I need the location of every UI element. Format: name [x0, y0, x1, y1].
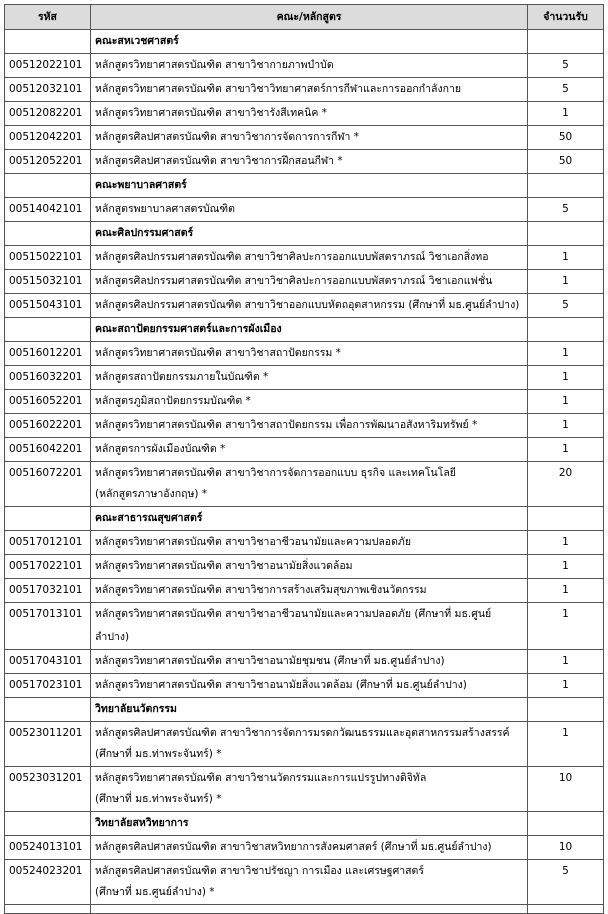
program-name-cell	[91, 531, 528, 555]
quota-value: 1	[528, 674, 604, 698]
quota-value: 1	[528, 531, 604, 555]
program-name: หลักสูตรศิลปศาสตรบัณฑิต สาขาวิชาการฝึกสอนกีฬา *	[95, 155, 343, 167]
faculty-code-cell	[5, 30, 91, 54]
table-row	[5, 294, 604, 318]
program-name: หลักสูตรศิลปกรรมศาสตรบัณฑิต สาขาวิชาศิลปะการออกแบบพัสตราภรณ์ วิชาเอกแฟชั่น	[95, 275, 493, 287]
filler-cell	[528, 905, 604, 914]
program-code: 00516012201	[5, 342, 91, 366]
program-name-cell	[91, 414, 528, 438]
program-code: 00523031201	[5, 767, 91, 812]
program-name: หลักสูตรพยาบาลศาสตรบัณฑิต	[95, 203, 235, 215]
header-code: รหัส	[5, 5, 91, 30]
program-name-cell	[91, 438, 528, 462]
program-name: หลักสูตรศิลปกรรมศาสตรบัณฑิต สาขาวิชาออกแบบหัตถอุตสาหกรรม (ศึกษาที่ มธ.ศูนย์ลำปาง)	[95, 299, 520, 311]
program-name-cell	[91, 555, 528, 579]
table-row	[5, 342, 604, 366]
faculty-row	[5, 698, 604, 722]
faculty-code-cell	[5, 812, 91, 836]
program-name-cell	[91, 366, 528, 390]
program-name-cell	[91, 78, 528, 102]
program-code: 00517013101	[5, 603, 91, 650]
program-code: 00524023201	[5, 860, 91, 905]
faculty-row	[5, 30, 604, 54]
table-row	[5, 126, 604, 150]
program-code: 00512052201	[5, 150, 91, 174]
faculty-code-cell	[5, 222, 91, 246]
quota-value: 1	[528, 270, 604, 294]
program-name: หลักสูตรวิทยาศาสตรบัณฑิต สาขาวิชาอนามัยสิ่งแวดล้อม	[95, 560, 353, 572]
table-row	[5, 860, 604, 905]
faculty-quota-cell	[528, 174, 604, 198]
program-name-cell	[91, 246, 528, 270]
quota-value: 50	[528, 150, 604, 174]
quota-value: 20	[528, 462, 604, 507]
table-row	[5, 650, 604, 674]
program-name: หลักสูตรสถาปัตยกรรมภายในบัณฑิต *	[95, 371, 269, 383]
faculty-code-cell	[5, 174, 91, 198]
program-name: หลักสูตรวิทยาศาสตรบัณฑิต สาขาวิชาการจัดการออกแบบ ธุรกิจ และเทคโนโลยี	[95, 467, 456, 479]
program-name-cell	[91, 342, 528, 366]
header-quota: จำนวนรับ	[528, 5, 604, 30]
program-name: หลักสูตรวิทยาศาสตรบัณฑิต สาขาวิชากายภาพบำบัด	[95, 59, 334, 71]
program-name-cell	[91, 150, 528, 174]
quota-value: 1	[528, 342, 604, 366]
program-code: 00515043101	[5, 294, 91, 318]
program-name: หลักสูตรวิทยาศาสตรบัณฑิต สาขาวิชาอาชีวอนามัยและความปลอดภัย (ศึกษาที่ มธ.ศูนย์ลำปาง)	[95, 608, 492, 643]
program-name: หลักสูตรการผังเมืองบัณฑิต *	[95, 443, 226, 455]
program-name-cell	[91, 270, 528, 294]
faculty-row	[5, 812, 604, 836]
program-name-cell	[91, 198, 528, 222]
faculty-quota-cell	[528, 507, 604, 531]
table-row	[5, 555, 604, 579]
program-code: 00512082201	[5, 102, 91, 126]
program-name: หลักสูตรวิทยาศาสตรบัณฑิต สาขาวิชาการสร้างเสริมสุขภาพเชิงนวัตกรรม	[95, 584, 427, 596]
faculty-name: วิทยาลัยสหวิทยาการ	[91, 812, 528, 836]
program-name: หลักสูตรศิลปศาสตรบัณฑิต สาขาวิชาการจัดการการกีฬา *	[95, 131, 360, 143]
program-name-continued: (ศึกษาที่ มธ.ท่าพระจันทร์) *	[95, 748, 222, 760]
program-code: 00516032201	[5, 366, 91, 390]
program-name-cell	[91, 102, 528, 126]
program-name: หลักสูตรวิทยาศาสตรบัณฑิต สาขาวิชาอนามัยสิ่งแวดล้อม (ศึกษาที่ มธ.ศูนย์ลำปาง)	[95, 679, 467, 691]
table-row	[5, 438, 604, 462]
program-name-cell	[91, 767, 528, 812]
faculty-row	[5, 174, 604, 198]
filler-cell	[91, 905, 528, 914]
quota-value: 10	[528, 767, 604, 812]
program-name-continued: (ศึกษาที่ มธ.ท่าพระจันทร์) *	[95, 793, 222, 805]
program-code: 00515032101	[5, 270, 91, 294]
quota-value: 1	[528, 102, 604, 126]
program-name-cell	[91, 294, 528, 318]
table-row	[5, 414, 604, 438]
program-name-cell	[91, 126, 528, 150]
table-row	[5, 579, 604, 603]
table-row	[5, 674, 604, 698]
faculty-name: คณะสถาปัตยกรรมศาสตร์และการผังเมือง	[91, 318, 528, 342]
quota-value: 1	[528, 579, 604, 603]
program-code: 00516052201	[5, 390, 91, 414]
program-code: 00516042201	[5, 438, 91, 462]
faculty-name: คณะพยาบาลศาสตร์	[91, 174, 528, 198]
table-row	[5, 78, 604, 102]
table-row	[5, 198, 604, 222]
quota-value: 5	[528, 78, 604, 102]
quota-value: 50	[528, 126, 604, 150]
program-name: หลักสูตรศิลปศาสตรบัณฑิต สาขาวิชาการจัดการมรดกวัฒนธรรมและอุตสาหกรรมสร้างสรรค์	[95, 727, 510, 739]
faculty-name: คณะศิลปกรรมศาสตร์	[91, 222, 528, 246]
program-code: 00517043101	[5, 650, 91, 674]
program-name-cell	[91, 674, 528, 698]
program-code: 00512022101	[5, 54, 91, 78]
faculty-row	[5, 507, 604, 531]
faculty-quota-cell	[528, 812, 604, 836]
program-name-cell	[91, 860, 528, 905]
program-code: 00514042101	[5, 198, 91, 222]
program-code: 00517022101	[5, 555, 91, 579]
program-name: หลักสูตรวิทยาศาสตรบัณฑิต สาขาวิชาสถาปัตยกรรม *	[95, 347, 341, 359]
faculty-name: คณะสาธารณสุขศาสตร์	[91, 507, 528, 531]
table-row	[5, 462, 604, 507]
program-code: 00516072201	[5, 462, 91, 507]
faculty-quota-cell	[528, 30, 604, 54]
faculty-row	[5, 222, 604, 246]
table-row	[5, 531, 604, 555]
quota-value: 5	[528, 860, 604, 905]
quota-value: 1	[528, 722, 604, 767]
table-row	[5, 836, 604, 860]
program-code: 00524013101	[5, 836, 91, 860]
program-name: หลักสูตรวิทยาศาสตรบัณฑิต สาขาวิชารังสีเทคนิค *	[95, 107, 327, 119]
program-name: หลักสูตรวิทยาศาสตรบัณฑิต สาขาวิชาวิทยาศาสตร์การกีฬาและการออกกำลังกาย	[95, 83, 461, 95]
table-row	[5, 722, 604, 767]
table-row	[5, 767, 604, 812]
quota-value: 1	[528, 246, 604, 270]
program-name: หลักสูตรศิลปศาสตรบัณฑิต สาขาวิชาปรัชญา การเมือง และเศรษฐศาสตร์	[95, 865, 425, 877]
program-name: หลักสูตรวิทยาศาสตรบัณฑิต สาขาวิชาอนามัยชุมชน (ศึกษาที่ มธ.ศูนย์ลำปาง)	[95, 655, 445, 667]
quota-value: 5	[528, 198, 604, 222]
program-name-cell	[91, 722, 528, 767]
program-code: 00512032101	[5, 78, 91, 102]
program-name-cell	[91, 836, 528, 860]
program-name-cell	[91, 579, 528, 603]
faculty-quota-cell	[528, 698, 604, 722]
table-row	[5, 366, 604, 390]
program-code: 00515022101	[5, 246, 91, 270]
program-code: 00517032101	[5, 579, 91, 603]
program-name: หลักสูตรภูมิสถาปัตยกรรมบัณฑิต *	[95, 395, 251, 407]
filler-cell	[5, 905, 91, 914]
header-program: คณะ/หลักสูตร	[91, 5, 528, 30]
table-body	[5, 30, 604, 914]
table-row	[5, 150, 604, 174]
faculty-code-cell	[5, 507, 91, 531]
program-name-cell	[91, 650, 528, 674]
program-code: 00517012101	[5, 531, 91, 555]
quota-value: 1	[528, 438, 604, 462]
table-row	[5, 246, 604, 270]
quota-value: 5	[528, 54, 604, 78]
admission-quota-table	[4, 4, 604, 914]
program-code: 00517023101	[5, 674, 91, 698]
quota-value: 1	[528, 390, 604, 414]
program-name: หลักสูตรศิลปศาสตรบัณฑิต สาขาวิชาสหวิทยาการสังคมศาสตร์ (ศึกษาที่ มธ.ศูนย์ลำปาง)	[95, 841, 492, 853]
table-row	[5, 603, 604, 650]
program-name-cell	[91, 390, 528, 414]
faculty-row	[5, 318, 604, 342]
program-name: หลักสูตรวิทยาศาสตรบัณฑิต สาขาวิชานวัตกรรมและการแปรรูปทางดิจิทัล	[95, 772, 427, 784]
program-name-continued: (หลักสูตรภาษาอังกฤษ) *	[95, 488, 208, 500]
faculty-quota-cell	[528, 318, 604, 342]
table-row	[5, 102, 604, 126]
faculty-name: วิทยาลัยนวัตกรรม	[91, 698, 528, 722]
filler-row	[5, 905, 604, 914]
quota-value: 1	[528, 414, 604, 438]
quota-value: 1	[528, 603, 604, 650]
quota-value: 1	[528, 366, 604, 390]
program-name: หลักสูตรศิลปกรรมศาสตรบัณฑิต สาขาวิชาศิลปะการออกแบบพัสตราภรณ์ วิชาเอกสิ่งทอ	[95, 251, 489, 263]
program-name-cell	[91, 462, 528, 507]
program-code: 00516022201	[5, 414, 91, 438]
quota-value: 5	[528, 294, 604, 318]
faculty-name: คณะสหเวชศาสตร์	[91, 30, 528, 54]
program-name-continued: (ศึกษาที่ มธ.ศูนย์ลำปาง) *	[95, 886, 215, 898]
quota-value: 10	[528, 836, 604, 860]
table-row	[5, 390, 604, 414]
program-name: หลักสูตรวิทยาศาสตรบัณฑิต สาขาวิชาสถาปัตยกรรม เพื่อการพัฒนาอสังหาริมทรัพย์ *	[95, 419, 478, 431]
program-code: 00512042201	[5, 126, 91, 150]
program-name-cell	[91, 54, 528, 78]
faculty-code-cell	[5, 318, 91, 342]
table-row	[5, 270, 604, 294]
quota-value: 1	[528, 650, 604, 674]
program-code: 00523011201	[5, 722, 91, 767]
quota-value: 1	[528, 555, 604, 579]
faculty-quota-cell	[528, 222, 604, 246]
table-row	[5, 54, 604, 78]
program-name-cell	[91, 603, 528, 650]
program-name: หลักสูตรวิทยาศาสตรบัณฑิต สาขาวิชาอาชีวอนามัยและความปลอดภัย	[95, 536, 412, 548]
header-row	[5, 5, 604, 30]
faculty-code-cell	[5, 698, 91, 722]
